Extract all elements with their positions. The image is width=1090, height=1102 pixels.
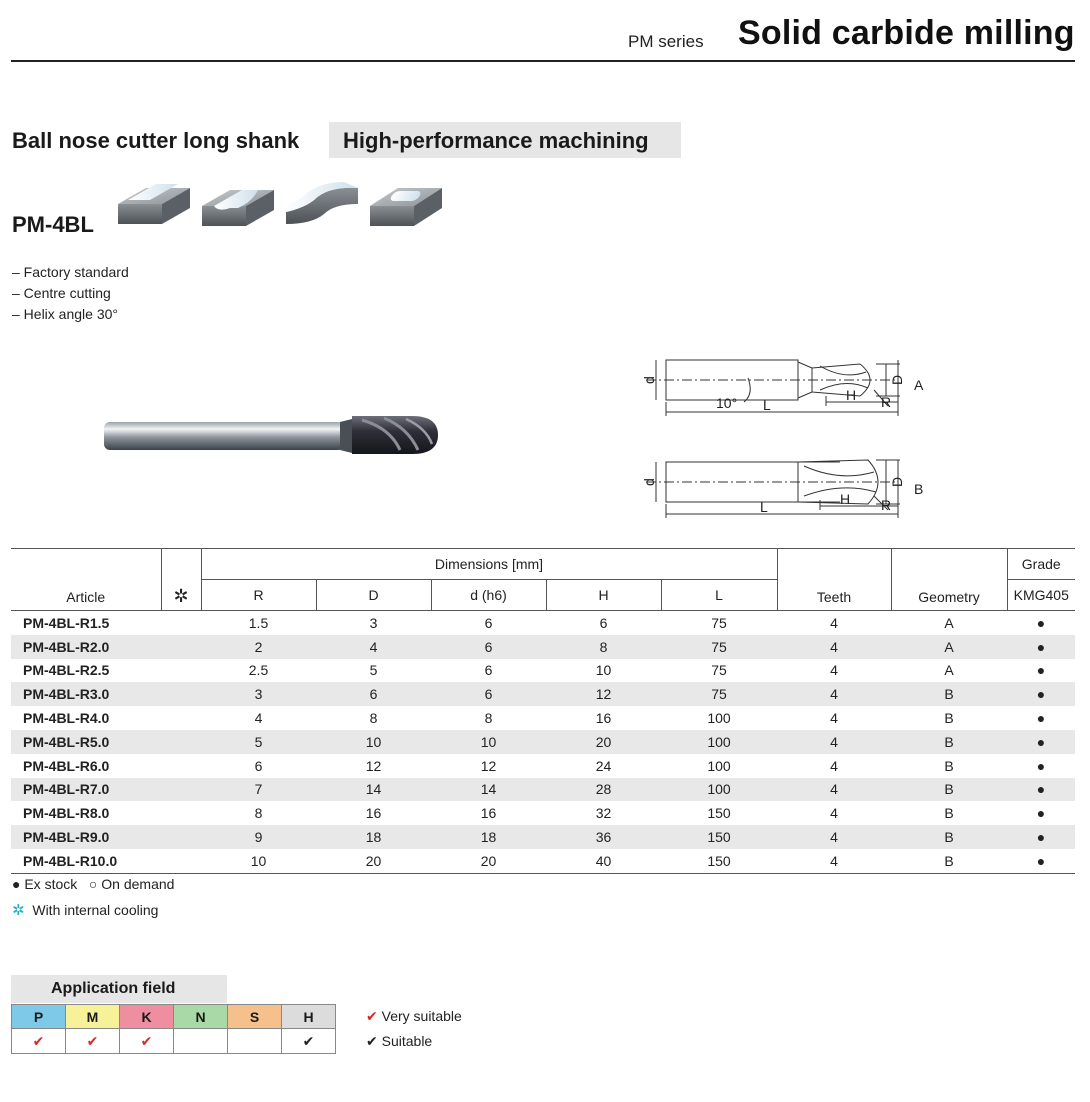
material-s-cell: S [228,1005,282,1029]
r-cell: 2.5 [248,662,269,679]
cooling-cell [161,730,201,754]
label-D: D [889,476,905,487]
col-grade: Grade [1007,549,1075,580]
teeth-cell: 4 [777,635,891,659]
cooling-cell [161,849,201,873]
dh6-cell: 8 [484,710,493,727]
h-cell: 8 [546,635,661,659]
cooling-cell [161,778,201,802]
h-cell: 6 [599,614,608,631]
very-suitable-legend [366,1008,462,1025]
geometry-cell: B [891,682,1007,706]
feature-item: – Factory standard [12,264,129,280]
stock-cell: ● [1007,682,1075,706]
h-cell: 12 [546,682,661,706]
application-field-table [11,1004,336,1054]
table-row [11,801,1075,825]
h-cell: 10 [595,662,612,679]
col-R: R [201,580,316,611]
geometry-cell: B [944,710,954,727]
cooling-cell [161,825,201,849]
h-cell: 24 [595,757,612,774]
header-divider [11,60,1075,62]
machining-shapes [116,178,446,234]
feature-item: – Centre cutting [12,285,111,301]
r-cell: 6 [254,757,263,774]
d-cell: 5 [369,662,378,679]
article-cell: PM-4BL-R2.0 [11,635,161,659]
black-check-icon: ✔ [366,1033,378,1049]
stock-cell: ● [1007,778,1075,802]
teeth-cell: 4 [830,710,838,727]
table-row [11,659,1075,683]
tool-photo [100,410,445,460]
teeth-cell: 4 [777,778,891,802]
teeth-cell: 4 [777,825,891,849]
dh6-cell: 20 [431,849,546,873]
geometry-cell: B [891,730,1007,754]
feature-item: – Helix angle 30° [12,306,118,322]
article-cell: PM-4BL-R8.0 [23,805,110,822]
teeth-cell: 4 [830,757,838,774]
geometry-cell: B [944,757,954,774]
article-cell: PM-4BL-R4.0 [23,710,110,727]
stock-cell: ● [1007,825,1075,849]
stock-cell: ● [1007,849,1075,873]
label-R: R [881,497,892,513]
cooling-cell [161,754,201,778]
r-cell: 5 [201,730,316,754]
cooling-cell [161,635,201,659]
table-row [11,682,1075,706]
dh6-cell: 16 [480,805,497,822]
application-field-header [11,975,227,1003]
material-s-suitability [228,1029,282,1054]
cooling-legend [12,901,158,919]
technical-drawings [636,350,936,525]
geometry-cell: B [891,778,1007,802]
col-d: d (h6) [431,580,546,611]
article-cell: PM-4BL-R2.5 [23,662,110,679]
d-cell: 10 [316,730,431,754]
article-cell: PM-4BL-R1.5 [23,614,110,631]
l-cell: 100 [707,710,731,727]
material-k-cell: K [120,1005,174,1029]
spec-table [11,548,1075,874]
material-h-cell: H [282,1005,336,1029]
teeth-cell: 4 [830,805,838,822]
label-angle: 10° [716,395,738,411]
col-geometry: Geometry [891,549,1007,611]
d-cell: 18 [316,825,431,849]
table-row [11,706,1075,730]
table-row [11,778,1075,802]
stock-legend [12,876,174,892]
geometry-cell: B [891,849,1007,873]
article-cell: PM-4BL-R7.0 [11,778,161,802]
h-cell: 40 [546,849,661,873]
d-cell: 4 [316,635,431,659]
label-L: L [760,499,768,515]
highlight-label: High-performance machining [343,128,649,153]
d-cell: 20 [316,849,431,873]
suitable-text: Suitable [381,1033,433,1049]
col-article: Article [11,549,161,611]
d-cell: 14 [316,778,431,802]
dh6-cell: 6 [431,682,546,706]
geometry-cell: A [944,662,954,679]
label-R: R [881,394,892,410]
label-d: d [641,478,657,486]
d-cell: 12 [365,757,382,774]
material-n-suitability [174,1029,228,1054]
material-m-suitability: ✔ [66,1029,120,1054]
l-cell: 100 [707,757,731,774]
col-grade-kmg405: KMG405 [1007,580,1075,611]
article-cell: PM-4BL-R3.0 [11,682,161,706]
contour-shape-icon [284,182,358,224]
r-cell: 1.5 [248,614,269,631]
article-cell: PM-4BL-R10.0 [11,849,161,873]
cooling-cell [161,659,201,683]
r-cell: 7 [201,778,316,802]
table-row [11,849,1075,873]
groove-shape-icon [202,190,274,226]
application-field-title: Application field [51,980,176,997]
stock-cell: ● [1036,805,1046,822]
article-cell: PM-4BL-R9.0 [11,825,161,849]
red-check-icon: ✔ [366,1008,378,1024]
r-cell: 2 [201,635,316,659]
r-cell: 10 [201,849,316,873]
label-H: H [840,491,851,507]
stock-cell: ● [1036,757,1046,774]
h-cell: 20 [546,730,661,754]
table-row [11,635,1075,659]
l-cell: 150 [707,805,731,822]
material-n-cell: N [174,1005,228,1029]
material-p-suitability: ✔ [12,1029,66,1054]
stock-cell: ● [1036,662,1046,679]
series-label: PM series [628,32,704,51]
d-cell: 16 [365,805,382,822]
cooling-legend-text: With internal cooling [32,902,159,918]
model-name: PM-4BL [12,212,94,237]
l-cell: 75 [711,614,727,631]
teeth-cell: 4 [777,730,891,754]
ex-stock-legend: ● Ex stock [12,876,78,892]
pocket-shape-icon [370,188,442,226]
d-cell: 3 [369,614,378,631]
stock-cell: ● [1036,614,1046,631]
l-cell: 100 [661,778,777,802]
article-cell: PM-4BL-R6.0 [23,757,110,774]
dh6-cell: 6 [484,662,493,679]
stock-cell: ● [1007,635,1075,659]
dh6-cell: 14 [431,778,546,802]
material-m-cell: M [66,1005,120,1029]
feature-list [12,262,129,325]
on-demand-legend: ○ On demand [88,876,175,892]
teeth-cell: 4 [777,682,891,706]
highlight-box [329,122,681,158]
cooling-cell [161,682,201,706]
h-cell: 36 [546,825,661,849]
article-cell: PM-4BL-R5.0 [11,730,161,754]
slot-shape-icon [118,184,190,224]
teeth-cell: 4 [830,662,838,679]
dh6-cell: 6 [484,614,493,631]
h-cell: 28 [546,778,661,802]
geometry-b-label: B [914,481,924,497]
l-cell: 150 [661,825,777,849]
table-row [11,754,1075,778]
cooling-icon: ✲ [161,549,201,611]
r-cell: 8 [254,805,263,822]
r-cell: 9 [201,825,316,849]
dh6-cell: 6 [431,635,546,659]
very-suitable-text: Very suitable [381,1008,462,1024]
cooling-legend-icon: ✲ [12,902,25,919]
material-h-suitability: ✔ [282,1029,336,1054]
teeth-cell: 4 [777,849,891,873]
geometry-cell: B [944,805,954,822]
cooling-cell [161,801,201,825]
label-D: D [889,374,905,385]
dh6-cell: 12 [480,757,497,774]
geometry-cell: A [944,614,954,631]
d-cell: 8 [369,710,378,727]
label-d: d [641,376,657,384]
l-cell: 150 [661,849,777,873]
r-cell: 3 [201,682,316,706]
table-row [11,730,1075,754]
page-title: Solid carbide milling [738,14,1075,52]
geometry-cell: A [891,635,1007,659]
geometry-cell: B [891,825,1007,849]
label-L: L [763,397,771,413]
col-H: H [546,580,661,611]
stock-cell: ● [1007,730,1075,754]
col-dimensions: Dimensions [mm] [201,549,777,580]
product-subtitle: Ball nose cutter long shank [12,128,300,153]
material-k-suitability: ✔ [120,1029,174,1054]
d-cell: 6 [316,682,431,706]
dh6-cell: 18 [431,825,546,849]
col-L: L [661,580,777,611]
table-row [11,825,1075,849]
col-teeth: Teeth [777,549,891,611]
label-H: H [846,387,857,403]
geometry-a-label: A [914,377,924,393]
l-cell: 100 [661,730,777,754]
l-cell: 75 [661,682,777,706]
suitable-legend [366,1033,432,1050]
l-cell: 75 [711,662,727,679]
cooling-cell [161,706,201,730]
dh6-cell: 10 [431,730,546,754]
l-cell: 75 [661,635,777,659]
col-D: D [316,580,431,611]
teeth-cell: 4 [830,614,838,631]
r-cell: 4 [254,710,263,727]
h-cell: 32 [595,805,612,822]
h-cell: 16 [595,710,612,727]
stock-cell: ● [1036,710,1046,727]
table-row [11,611,1075,635]
material-p-cell: P [12,1005,66,1029]
cooling-cell [161,611,201,635]
